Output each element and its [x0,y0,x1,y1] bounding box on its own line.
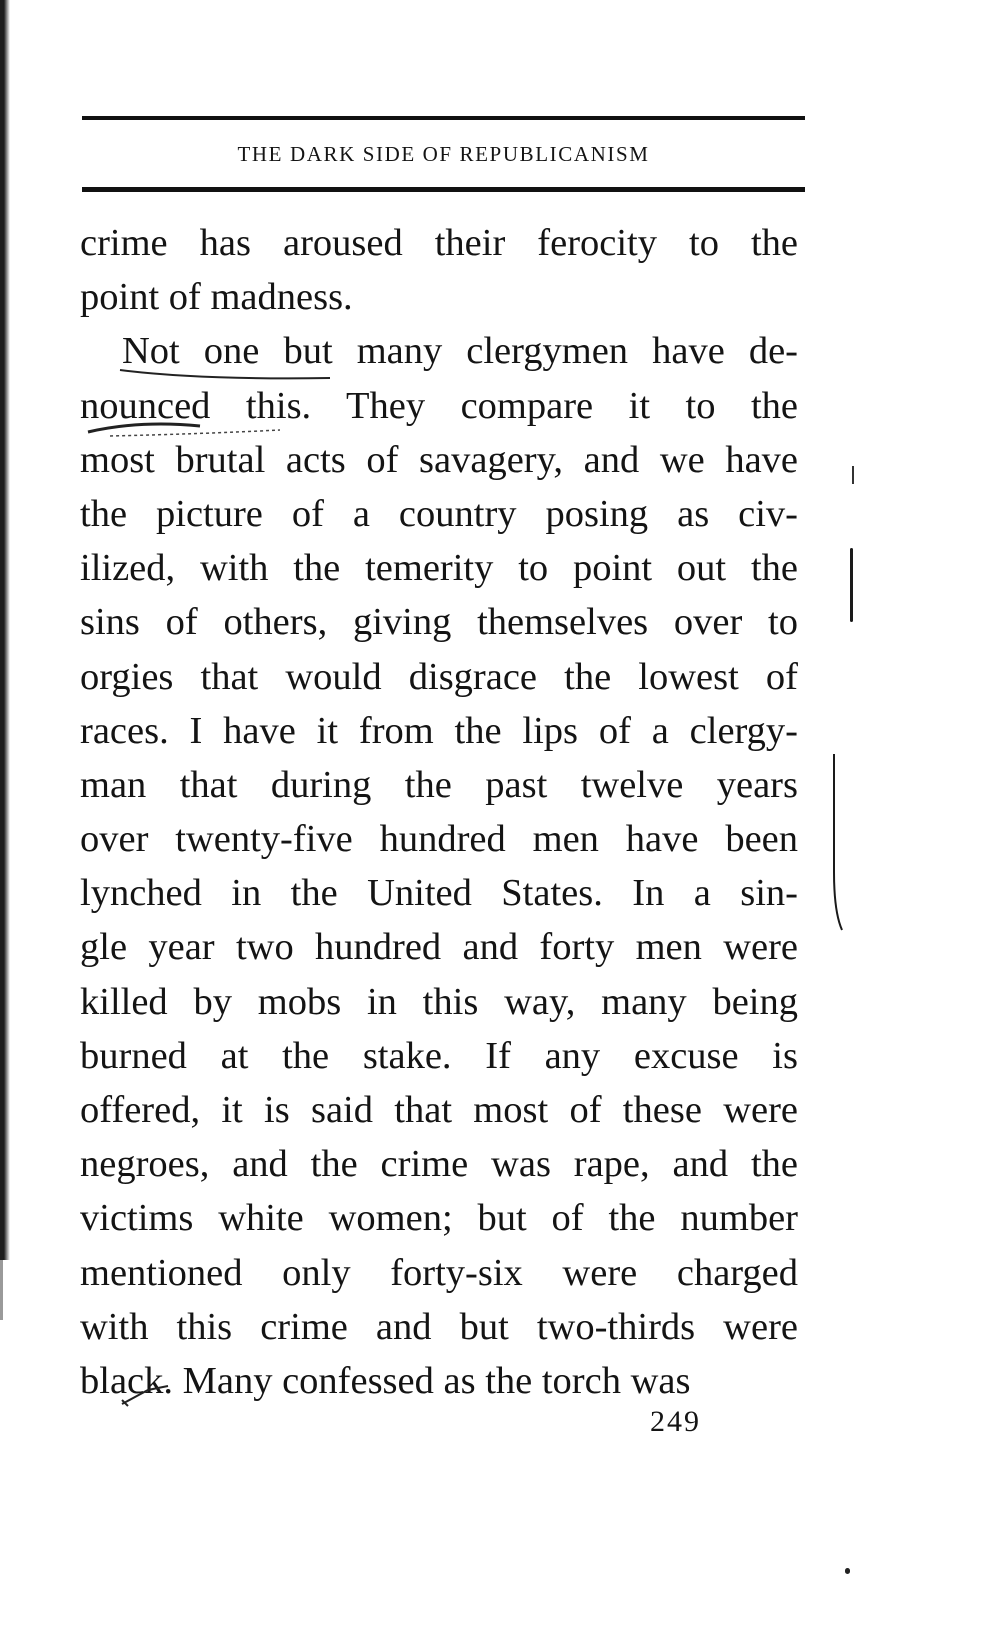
margin-bracket-mark [822,752,844,932]
text-line: killed by mobs in this way, many being [80,980,798,1023]
text-line: black. Many confessed as the torch was [80,1359,691,1402]
text-line: mentioned only forty-six were charged [80,1251,798,1294]
page-body-text [80,216,798,1408]
text-line: orgies that would disgrace the lowest of [80,655,798,698]
text-line: gle year two hundred and forty men were [80,926,798,969]
text-line: ilized, with the temerity to point out the [80,547,798,590]
header-rule-top [82,116,805,120]
text-line: races. I have it from the lips of a clergy- [80,709,798,752]
text-line: with this crime and but two-thirds were [80,1305,798,1348]
text-line: most brutal acts of savagery, and we have [80,438,798,481]
margin-tick-mark [852,466,854,484]
text-line: point of madness. [80,276,353,319]
text-line: the picture of a country posing as civ- [80,492,798,535]
text-line: Not one but many clergymen have de- [122,330,798,373]
header-rule-bottom [82,187,805,192]
margin-line-mark [850,548,853,622]
text-line: offered, it is said that most of these were [80,1089,798,1131]
text-line: victims white women; but of the number [80,1197,798,1240]
text-line: lynched in the United States. In a sin- [80,872,798,915]
text-line: over twenty-five hundred men have been [80,818,798,861]
text-line: burned at the stake. If any excuse is [80,1034,798,1077]
text-line: negroes, and the crime was rape, and the [80,1143,798,1186]
text-line: crime has aroused their ferocity to the [80,222,798,264]
running-head: THE DARK SIDE OF REPUBLICANISM [237,142,650,166]
text-line: sins of others, giving themselves over to [80,601,798,644]
page-number: 249 [650,1405,701,1438]
page-binding-edge-lower [0,1260,3,1320]
text-line: man that during the past twelve years [80,763,798,806]
page-binding-edge [0,0,10,1260]
text-line: nounced this. They compare it to the [80,384,798,427]
stray-dot-mark [845,1568,850,1574]
